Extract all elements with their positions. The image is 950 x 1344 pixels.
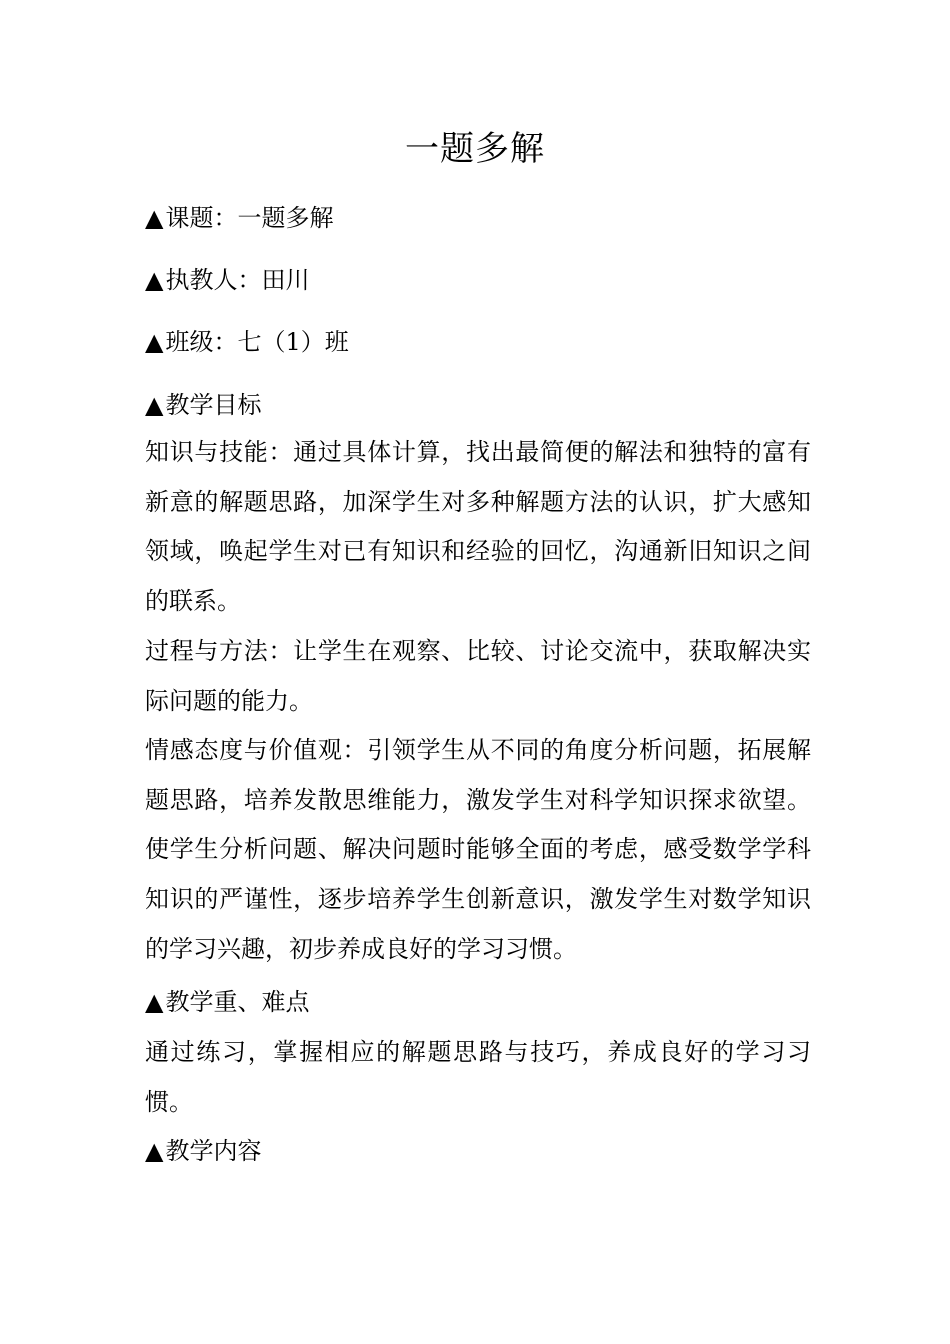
key-points-heading-text: 教学重、难点 <box>165 988 310 1016</box>
class-text: 班级：七（1）班 <box>165 328 349 356</box>
teacher-text: 执教人：田川 <box>165 266 310 294</box>
teacher-line <box>145 264 825 296</box>
content-heading-text: 教学内容 <box>165 1137 262 1165</box>
topic-text: 课题：一题多解 <box>165 204 334 232</box>
triangle-marker-icon: ▲ <box>145 988 164 1016</box>
objective-process-paragraph: 过程与方法：让学生在观察、比较、讨论交流中，获取解决实际问题的能力。 <box>145 637 811 715</box>
triangle-marker-icon: ▲ <box>145 1137 164 1165</box>
class-line <box>145 326 825 358</box>
document-title: 一题多解 <box>405 129 545 169</box>
key-points-heading <box>145 986 825 1018</box>
triangle-marker-icon: ▲ <box>145 391 164 419</box>
topic-line <box>145 202 825 234</box>
key-points-paragraph: 通过练习，掌握相应的解题思路与技巧，养成良好的学习习惯。 <box>145 1038 811 1116</box>
triangle-marker-icon: ▲ <box>145 204 164 232</box>
objective-emotion-paragraph: 情感态度与价值观：引领学生从不同的角度分析问题，拓展解题思路，培养发散思维能力，激发学生对科学知识探求欲望。使学生分析问题、解决问题时能够全面的考虑，感受数学学科知识的严谨性，逐步培养学生创新意识，激发学生对数学知识的学习兴趣，初步养成良好的学习习惯。 <box>145 736 811 963</box>
objective-knowledge-paragraph: 知识与技能：通过具体计算，找出最简便的解法和独特的富有新意的解题思路，加深学生对多种解题方法的认识，扩大感知领域，唤起学生对已有知识和经验的回忆，沟通新旧知识之间的联系。 <box>145 438 811 616</box>
objectives-heading-text: 教学目标 <box>165 391 262 419</box>
triangle-marker-icon: ▲ <box>145 328 164 356</box>
objectives-heading <box>145 389 825 421</box>
triangle-marker-icon: ▲ <box>145 266 164 294</box>
content-heading <box>145 1135 825 1167</box>
